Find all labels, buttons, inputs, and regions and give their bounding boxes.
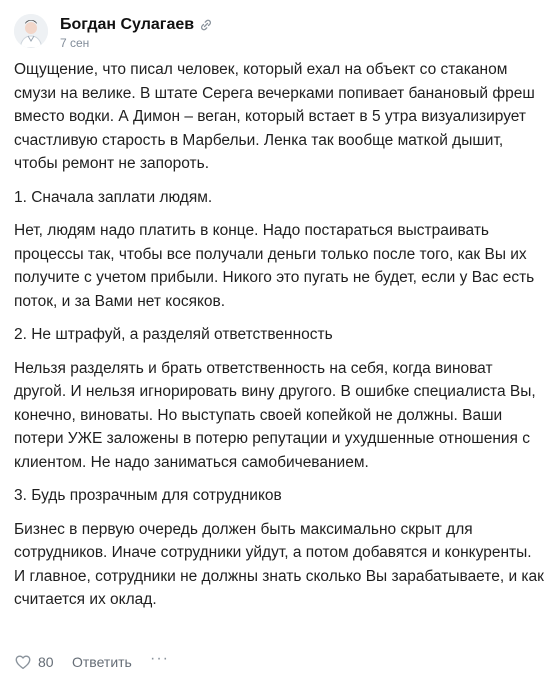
post-footer [14,652,314,674]
reply-button[interactable]: Ответить [72,654,132,670]
point-2-heading: 2. Не штрафуй, а разделяй ответственность [14,326,333,343]
link-icon[interactable] [199,18,213,32]
avatar-image [14,14,48,48]
post-body [14,58,544,622]
author-row [60,15,213,35]
author-name[interactable]: Богдан Сулагаев [60,16,195,33]
like-count: 80 [38,654,54,670]
post-date[interactable]: 7 сен [60,36,90,50]
point-1-text: Нет, людям надо платить в конце. Надо постараться выстраивать процессы так, чтобы все получали деньги только после того, как Вы их получите с учетом прибыли. Никого это пугать не будет, если у Вас есть поток, и за Вами нет косяков. [14,222,535,310]
post-header [14,12,534,52]
heart-icon[interactable] [14,653,32,671]
point-3-text: Бизнес в первую очередь должен быть максимально скрыт для сотрудников. Иначе сотрудники уйдут, а потом добавятся и конкуренты. И главное, сотрудники не должны знать сколько Вы зарабатываете, и как считается их оклад. [14,520,544,608]
point-3-heading: 3. Будь прозрачным для сотрудников [14,487,282,504]
avatar[interactable] [14,14,48,48]
more-icon[interactable]: ··· [150,650,169,667]
point-1-heading: 1. Сначала заплати людям. [14,188,213,206]
point-2-text: Нельзя разделять и брать ответственность на себя, когда виноват другой. И нельзя игнорировать вину другого. В ошибке специалиста Вы, конечно, виноваты. Но выступать своей копейкой не должны. Ваши потери УЖЕ заложены в потерю репутации и ухудшенные отношения с клиентом. Не надо заниматься самобичеванием. [14,359,536,471]
paragraph-intro: Ощущение, что писал человек, который ехал на объект со стаканом смузи на велике. В штате Серега вечерками попивает банановый фреш вместо водки. А Димон – веган, который встает в 5 утра визуализирует счастливую старость в Марбельи. Ленка так вообще маткой дышит, чтобы ремонт не запороть. [14,61,535,172]
